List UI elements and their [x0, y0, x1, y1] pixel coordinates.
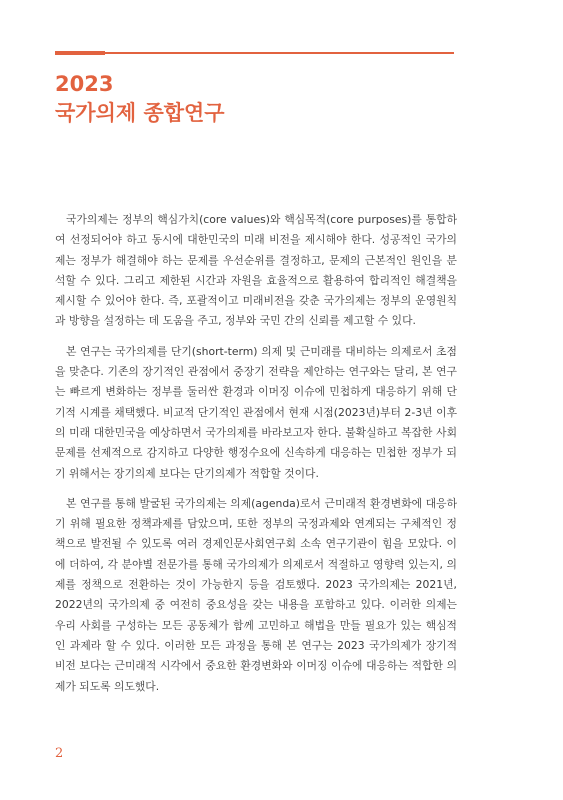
- paragraph-3: 본 연구를 통해 발굴된 국가의제는 의제(agenda)로서 근미래적 환경변화에 대응하기 위해 필요한 정책과제를 담았으며, 또한 정부의 국정과제와 연계되는 구체적인 정책으로 발전될 수 있도록 여러 경제인문사회연구회 소속 연구기관이 힘을 모았다. 이에 더하여, 각 분야별 전문가를 통해 국가의제가 의제로서 적절하고 영향력 있는지, 의제를 정책으로 전환하는 것이 가능한지 등을 검토했다. 2023 국가의제는 2021년, 2022년의 국가의제 중 여전히 중요성을 갖는 내용을 포함하고 있다. 이러한 의제는 우리 사회를 구성하는 모든 공동체가 함께 고민하고 해법을 만들 필요가 있는 핵심적인 과제라 할 수 있다. 이러한 모든 과정을 통해 본 연구는 2023 국가의제가 장기적 비전 보다는 근미래적 시각에서 중요한 환경변화와 이머징 이슈에 대응하는 적합한 의제가 되도록 의도했다.: [55, 496, 457, 693]
- page-number: 2: [55, 746, 64, 761]
- page-title: [55, 70, 225, 128]
- title-year: 2023: [55, 72, 114, 96]
- header-rule-line: [55, 52, 454, 54]
- header-rule: [55, 51, 454, 55]
- body-text: [55, 210, 457, 707]
- title-text: 국가의제 종합연구: [55, 101, 225, 125]
- paragraph-2: 본 연구는 국가의제를 단기(short-term) 의제 및 근미래를 대비하는 의제로서 초점을 맞춘다. 기존의 장기적인 관점에서 중장기 전략을 제안하는 연구와는 달리, 본 연구는 빠르게 변화하는 정부를 둘러싼 환경과 이머징 이슈에 민첩하게 대응하기 위해 단기적 시계를 채택했다. 비교적 단기적인 관점에서 현재 시점(2023년)부터 2-3년 이후의 미래 대한민국을 예상하면서 국가의제를 바라보고자 한다. 불확실하고 복잡한 사회문제를 선제적으로 감지하고 다양한 행정수요에 신속하게 대응하는 민첩한 정부가 되기 위해서는 장기의제 보다는 단기의제가 적합할 것이다.: [55, 344, 457, 480]
- header-rule-accent: [55, 51, 105, 55]
- paragraph-1: 국가의제는 정부의 핵심가치(core values)와 핵심목적(core purposes)를 통합하여 선정되어야 하고 동시에 대한민국의 미래 비전을 제시해야 한다. 성공적인 국가의제는 정부가 해결해야 하는 문제를 우선순위를 결정하고, 문제의 근본적인 원인을 분석할 수 있다. 그리고 제한된 시간과 자원을 효율적으로 활용하여 합리적인 해결책을 제시할 수 있어야 한다. 즉, 포괄적이고 미래비전을 갖춘 국가의제는 정부의 운영원칙과 방향을 설정하는 데 도움을 주고, 정부와 국민 간의 신뢰를 제고할 수 있다.: [55, 213, 457, 328]
